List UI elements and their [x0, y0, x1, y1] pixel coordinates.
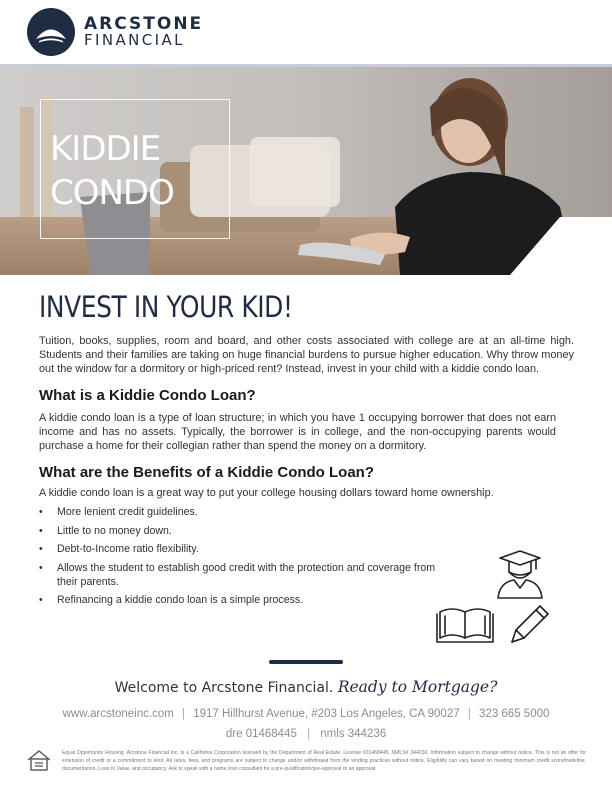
- section-heading-what-is: What is a Kiddie Condo Loan?: [39, 387, 256, 404]
- separator: |: [307, 728, 311, 740]
- list-item: • More lenient credit guidelines.: [39, 505, 439, 519]
- page-headline: INVEST IN YOUR KID!: [39, 290, 293, 324]
- website-link[interactable]: www.arcstoneinc.com: [62, 708, 174, 720]
- footer-divider: [269, 660, 343, 664]
- section-body-benefits: A kiddie condo loan is a great way to put your college housing dollars toward home ownership.: [39, 487, 494, 499]
- section-body-what-is: A kiddie condo loan is a type of loan structure; in which you have 1 occupying borrower that does not earn income and has no assets. Typically, the borrower is in college, and the non-occupying parents would purchase a home for their collegian rather than spend the money on a dormitory.: [39, 412, 556, 452]
- hero-title: KIDDIE CONDO: [50, 129, 174, 213]
- phone[interactable]: 323 665 5000: [479, 708, 550, 720]
- benefits-list: [39, 505, 439, 612]
- list-item: • Debt-to-Income ratio flexibility.: [39, 542, 439, 556]
- brand-subtitle: FINANCIAL: [84, 31, 185, 49]
- welcome-text: Welcome to Arcstone Financial.: [114, 680, 334, 696]
- contact-line: [0, 708, 612, 720]
- address: 1917 Hillhurst Avenue, #203 Los Angeles, CA 90027: [193, 708, 460, 720]
- graduate-icon: [498, 551, 542, 598]
- section-heading-benefits: What are the Benefits of a Kiddie Condo Loan?: [39, 464, 375, 481]
- pencil-icon: [512, 606, 548, 642]
- list-item: • Refinancing a kiddie condo loan is a simple process.: [39, 593, 439, 607]
- separator: |: [182, 708, 186, 720]
- nmls-license: nmls 344236: [320, 728, 387, 740]
- welcome-line: [0, 678, 612, 697]
- hero-image: [0, 67, 612, 275]
- equal-housing-icon: [25, 748, 53, 774]
- list-item: • Little to no money down.: [39, 524, 439, 538]
- brand-name: ARCSTONE: [84, 14, 204, 34]
- illustration-icons: [430, 548, 560, 648]
- arcstone-logo-icon: [27, 8, 75, 56]
- legal-disclaimer: Equal Opportunity Housing. Arcstone Financial Inc. is a California Corporation licensed by the Department of Real Estate, License #01468445, NMLS# 344236. Information subject to change without notice. This is not an offer for extension of credit or a commitment to lend. All rates, fees, and programs are subject to change and/or withdrawal from the lending practices without notice. Eligibility can vary based on meeting minimum credit score/tradeline, documentation, Loan to Value, and occupancy. Ask to speak with a home loan consultant for a pre-qualification/pre-approval or an approval.: [62, 750, 586, 772]
- page-header: [0, 0, 612, 65]
- tagline: Ready to Mortgage?: [337, 678, 498, 696]
- separator: |: [467, 708, 471, 720]
- dre-license: dre 01468445: [225, 728, 297, 740]
- intro-paragraph: Tuition, books, supplies, room and board, and other costs associated with college are at an all-time high. Students and their families are taking on huge financial burdens to pursue higher education. Why throw money out the window for a dormitory or high-priced rent? Instead, invest in your child with a kiddie condo loan.: [39, 335, 574, 375]
- list-item: • Allows the student to establish good credit with the protection and coverage from their parents.: [39, 561, 439, 589]
- open-book-icon: [437, 609, 493, 642]
- license-line: [0, 728, 612, 740]
